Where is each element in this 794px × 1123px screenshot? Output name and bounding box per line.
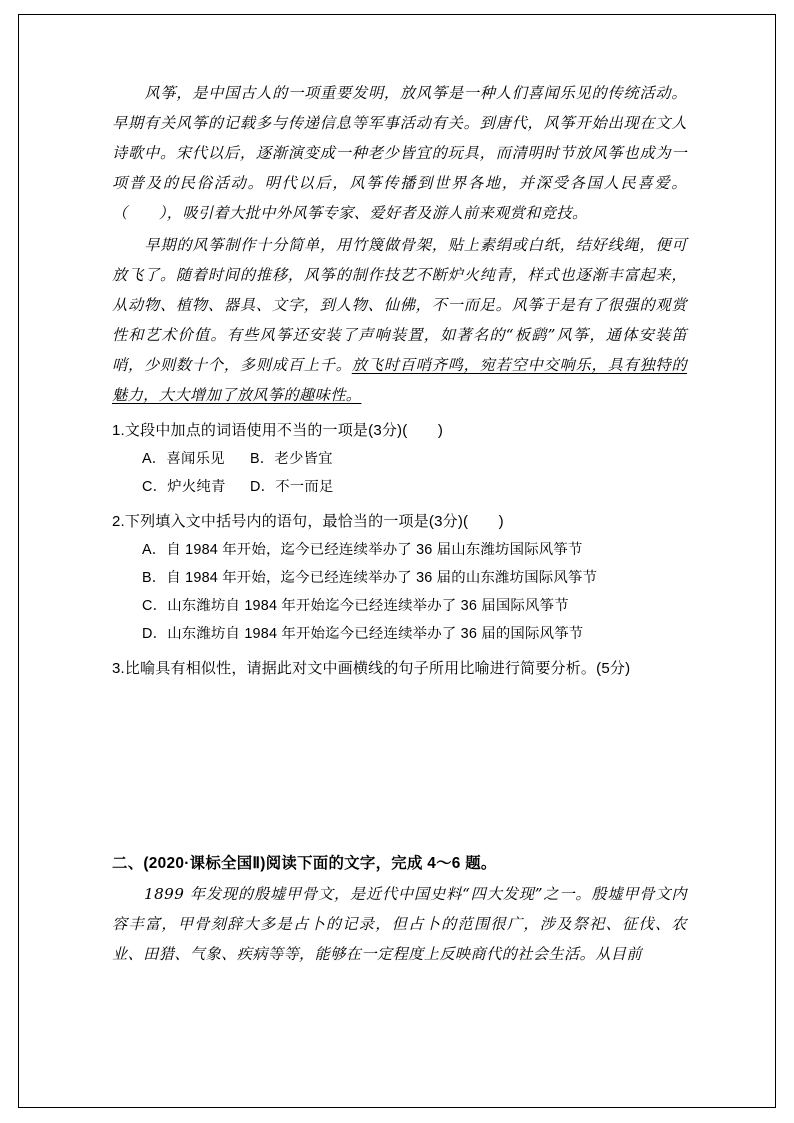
option-text: 山东潍坊自 1984 年开始迄今已经连续举办了 36 届的国际风筝节 [167, 626, 584, 642]
question-3-number: 3. [112, 660, 125, 677]
question-2-stem [112, 507, 687, 536]
option-text: 炉火纯青 [167, 479, 226, 495]
question-1-number: 1. [112, 422, 125, 439]
option-text: 自 1984 年开始，迄今已经连续举办了 36 届山东潍坊国际风筝节 [166, 542, 583, 558]
question-1-option-b[interactable] [250, 445, 333, 473]
passage-paragraph-1 [112, 78, 687, 228]
page-content [112, 78, 687, 971]
question-1-stem [112, 416, 687, 445]
option-label: A． [142, 542, 167, 558]
section-two-paragraph [112, 879, 687, 969]
question-1-text: 文段中加点的词语使用不当的一项是(3分)( ) [124, 422, 444, 439]
option-label: D． [142, 626, 168, 642]
option-text: 自 1984 年开始，迄今已经连续举办了 36 届的山东潍坊国际风筝节 [166, 570, 598, 586]
question-1-option-d[interactable] [250, 473, 334, 501]
option-label: D． [250, 479, 276, 495]
question-2 [112, 507, 687, 648]
question-3-text: 比喻具有相似性，请据此对文中画横线的句子所用比喻进行简要分析。(5分) [124, 660, 631, 677]
option-label: A． [142, 451, 167, 467]
question-2-number: 2. [112, 513, 125, 530]
question-2-option-d[interactable] [112, 620, 687, 648]
question-1-option-c[interactable] [142, 473, 250, 501]
question-1-option-row-1 [112, 445, 687, 473]
underlined-sentence: 放飞时百哨齐鸣，宛若空中交响乐，具有独特的魅力，大大增加了放风筝的趣味性。 [112, 356, 687, 404]
section-two-heading: 二、(2020·课标全国Ⅱ)阅读下面的文字，完成 4～6 题。 [112, 855, 497, 872]
paragraph-text: 1899 年发现的殷墟甲骨文，是近代中国史料“四大发现”之一。殷墟甲骨文内容丰富，甲骨刻辞大多是占卜的记录，但占卜的范围很广，涉及祭祀、征伐、农业、田猎、气象、疾病等等，能够在一定程度上反映商代的社会生活。从目前 [112, 885, 687, 963]
question-2-option-b[interactable] [112, 564, 687, 592]
option-text: 不一而足 [275, 479, 334, 495]
question-3-stem [112, 654, 687, 683]
question-1-option-row-2 [112, 473, 687, 501]
option-text: 山东潍坊自 1984 年开始迄今已经连续举办了 36 届国际风筝节 [167, 598, 569, 614]
paragraph-text: 风筝，是中国古人的一项重要发明，放风筝是一种人们喜闻乐见的传统活动。早期有关风筝的记载多与传递信息等军事活动有关。到唐代，风筝开始出现在文人诗歌中。宋代以后，逐渐演变成一种老少皆宜的玩具，而清明时节放风筝也成为一项普及的民俗活动。明代以后，风筝传播到世界各地，并深受各国人民喜爱。（ ），吸引着大批中外风筝专家、爱好者及游人前来观赏和竞技。 [112, 84, 687, 222]
paragraph-text: 早期的风筝制作十分简单，用竹篾做骨架，贴上素绢或白纸，结好线绳，便可放飞了。随着时间的推移，风筝的制作技艺不断炉火纯青，样式也逐渐丰富起来，从动物、植物、器具、文字，到人物、仙佛，不一而足。风筝于是有了很强的观赏性和艺术价值。有些风筝还安装了声响装置，如著名的“板鹞”风筝，通体安装笛哨，少则数十个，多则成百上千。 [112, 236, 687, 374]
question-1 [112, 416, 687, 501]
question-1-option-a[interactable] [142, 445, 250, 473]
question-3 [112, 654, 687, 683]
answer-writing-space [112, 683, 687, 849]
option-text: 喜闻乐见 [166, 451, 225, 467]
passage-paragraph-2 [112, 230, 687, 410]
option-text: 老少皆宜 [274, 451, 333, 467]
option-label: B． [250, 451, 275, 467]
option-label: C． [142, 598, 168, 614]
question-2-option-a[interactable] [112, 536, 687, 564]
question-2-option-c[interactable] [112, 592, 687, 620]
option-label: C． [142, 479, 168, 495]
question-2-text: 下列填入文中括号内的语句，最恰当的一项是(3分)( ) [124, 513, 504, 530]
option-label: B． [142, 570, 167, 586]
